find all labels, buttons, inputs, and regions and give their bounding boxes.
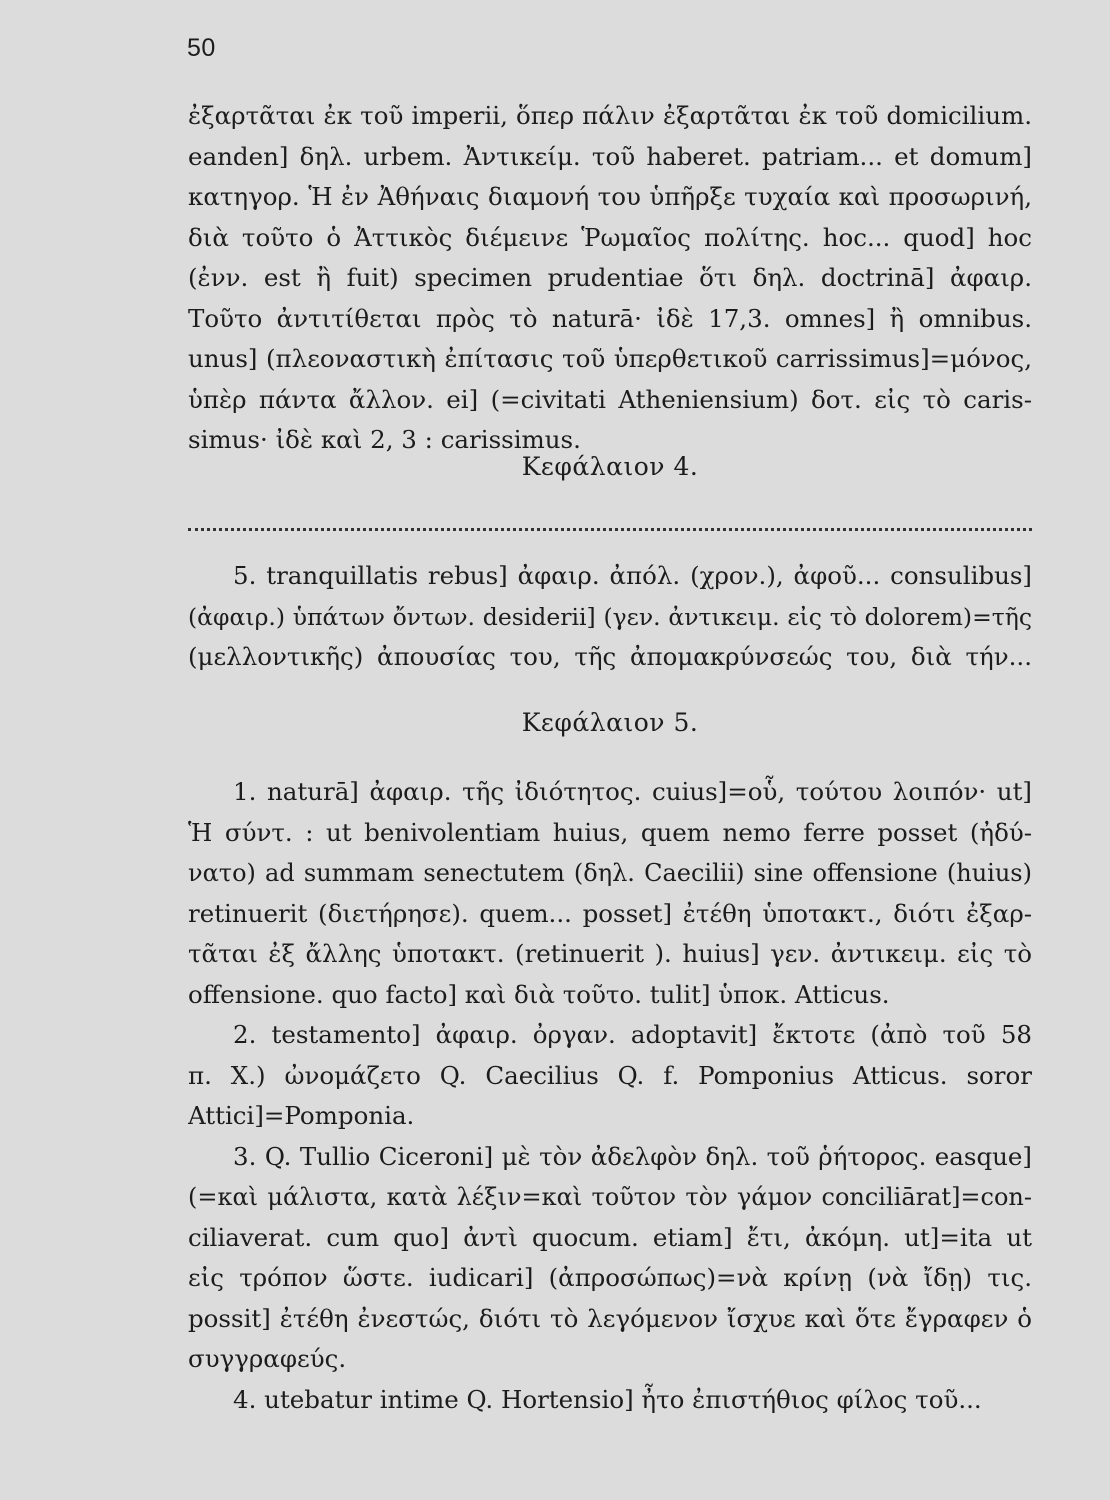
- text-line: νατο) ad summam senectutem (δηλ. Caecilii) sine offensione (huius): [188, 859, 1032, 887]
- text-line: (ἀφαιρ.) ὑπάτων ὄντων. desiderii] (γεν. ἀντικειμ. εἰς τὸ dolorem)=τῆς: [188, 602, 1032, 631]
- text-line: 1. naturā] ἀφαιρ. τῆς ἰδιότητος. cuius]=οὗ, τούτου λοιπόν· ut]: [233, 777, 1032, 806]
- text-line: διὰ τοῦτο ὁ Ἀττικὸς διέμεινε Ῥωμαῖος πολίτης. hoc... quod] hoc: [188, 222, 1032, 252]
- text-line: Τοῦτο ἀντιτίθεται πρὸς τὸ naturā· ἰδὲ 17,3. omnes] ἢ omnibus.: [188, 303, 1032, 333]
- text-line: εἰς τρόπον ὥστε. iudicari] (ἀπροσώπως)=νὰ κρίνῃ (νὰ ἴδῃ) τις.: [188, 1263, 1032, 1292]
- text-line: ἐξαρτᾶται ἐκ τοῦ imperii, ὅπερ πάλιν ἐξαρτᾶται ἐκ τοῦ domicilium.: [188, 101, 1032, 130]
- text-line: 4. utebatur intime Q. Hortensio] ἦτο ἐπιστήθιος φίλος τοῦ...: [233, 1384, 982, 1414]
- text-line: ciliaverat. cum quo] ἀντὶ quocum. etiam] ἔτι, ἀκόμη. ut]=ita ut: [188, 1222, 1032, 1252]
- text-line: offensione. quo facto] καὶ διὰ τοῦτο. tulit] ὑποκ. Atticus.: [188, 979, 890, 1009]
- commentary-chapter-4: [188, 556, 1032, 678]
- text-line: τᾶται ἐξ ἄλλης ὑποτακτ. (retinuerit ). huius] γεν. ἀντικειμ. εἰς τὸ: [188, 939, 1032, 968]
- text-line: (ἐνν. est ἢ fuit) specimen prudentiae ὅτι δηλ. doctrinā] ἀφαιρ.: [188, 263, 1032, 292]
- text-line: Ἡ σύντ. : ut benivolentiam huius, quem nemo ferre posset (ἠδύ-: [188, 817, 1032, 847]
- text-line: (μελλοντικῆς) ἀπουσίας του, τῆς ἀπομακρύνσεώς του, διὰ τήν...: [188, 642, 1032, 671]
- text-line: simus· ἰδὲ καὶ 2, 3 : carissimus.: [188, 425, 581, 454]
- text-line: συγγραφεύς.: [188, 1344, 347, 1373]
- text-line: possit] ἐτέθη ἐνεστώς, διότι τὸ λεγόμενον ἴσχυε καὶ ὅτε ἔγραφεν ὁ: [188, 1303, 1032, 1333]
- chapter-heading-5: Κεφάλαιον 5.: [521, 708, 699, 737]
- text-line: κατηγορ. Ἡ ἐν Ἀθήναις διαμονή του ὑπῆρξε τυχαία καὶ προσωρινή,: [188, 182, 1032, 211]
- text-line: (=καὶ μάλιστα, κατὰ λέξιν=καὶ τοῦτον τὸν γάμον conciliārat]=con-: [188, 1183, 1032, 1211]
- text-line: eanden] δηλ. urbem. Ἀντικείμ. τοῦ haberet. patriam... et domum]: [188, 141, 1032, 171]
- text-line: ὑπὲρ πάντα ἄλλον. ei] (=civitati Atheniensium) δοτ. εἰς τὸ caris-: [188, 384, 1032, 414]
- text-line: Attici]=Pomponia.: [188, 1101, 415, 1130]
- omission-dotted-rule: [188, 528, 1032, 531]
- page-number: 50: [187, 34, 216, 62]
- commentary-paragraph-1: [188, 96, 1032, 461]
- chapter-heading-4: Κεφάλαιον 4.: [521, 452, 699, 481]
- text-line: 3. Q. Tullio Ciceroni] μὲ τὸν ἀδελφὸν δηλ. τοῦ ῥήτορος. easque]: [233, 1141, 1032, 1171]
- commentary-chapter-5: [188, 772, 1032, 1420]
- text-line: unus] (πλεοναστικὴ ἐπίτασις τοῦ ὑπερθετικοῦ carrissimus]=μόνος,: [188, 344, 1032, 373]
- text-line: 5. tranquillatis rebus] ἀφαιρ. ἀπόλ. (χρον.), ἀφοῦ... consulibus]: [233, 561, 1032, 590]
- text-line: π. X.) ὠνομάζετο Q. Caecilius Q. f. Pomponius Atticus. soror: [188, 1060, 1032, 1090]
- text-line: retinuerit (διετήρησε). quem... posset] ἐτέθη ὑποτακτ., διότι ἐξαρ-: [188, 898, 1032, 928]
- text-line: 2. testamento] ἀφαιρ. ὀργαν. adoptavit] ἔκτοτε (ἀπὸ τοῦ 58: [233, 1020, 1032, 1049]
